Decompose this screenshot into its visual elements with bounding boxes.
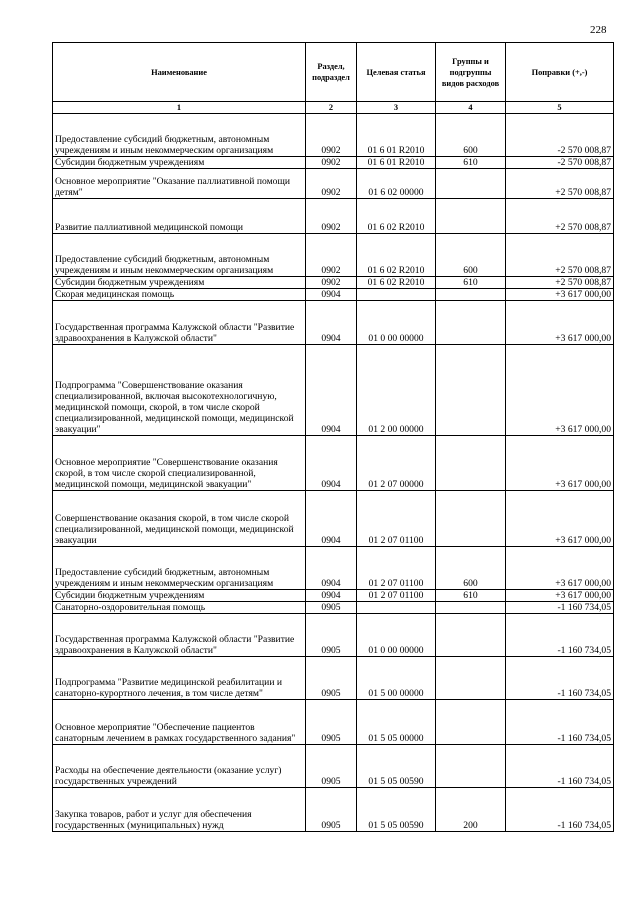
cell-target: 01 2 07 00000 — [357, 436, 436, 491]
cell-group: 600 — [436, 234, 506, 277]
cell-group — [436, 289, 506, 301]
table-row — [53, 157, 614, 169]
cell-amount: +2 570 008,87 — [506, 199, 614, 234]
column-number: 4 — [436, 102, 506, 114]
table-row — [53, 745, 614, 788]
cell-name: Совершенствование оказания скорой, в том числе скорой специализированной, медицинской помощи, медицинской эвакуации — [53, 491, 306, 547]
cell-target — [357, 289, 436, 301]
cell-group: 600 — [436, 114, 506, 157]
cell-target: 01 5 00 00000 — [357, 657, 436, 700]
cell-section: 0904 — [306, 436, 357, 491]
cell-name: Основное мероприятие "Обеспечение пациентов санаторным лечением в рамках государственного задания" — [53, 700, 306, 745]
cell-group — [436, 700, 506, 745]
cell-section: 0902 — [306, 234, 357, 277]
table-row — [53, 199, 614, 234]
cell-name: Государственная программа Калужской области "Развитие здравоохранения в Калужской области" — [53, 614, 306, 657]
cell-group — [436, 301, 506, 345]
cell-target: 01 5 05 00590 — [357, 745, 436, 788]
cell-section: 0905 — [306, 788, 357, 832]
cell-section: 0905 — [306, 745, 357, 788]
cell-group — [436, 199, 506, 234]
cell-group — [436, 745, 506, 788]
table-row — [53, 547, 614, 590]
cell-group — [436, 345, 506, 436]
cell-target: 01 2 07 01100 — [357, 547, 436, 590]
cell-target: 01 6 01 R2010 — [357, 157, 436, 169]
table-row — [53, 169, 614, 199]
cell-section: 0904 — [306, 289, 357, 301]
cell-section: 0904 — [306, 590, 357, 602]
cell-amount: -1 160 734,05 — [506, 614, 614, 657]
table-header-row — [53, 43, 614, 102]
cell-group: 610 — [436, 590, 506, 602]
table-row — [53, 614, 614, 657]
table-row — [53, 590, 614, 602]
cell-group — [436, 491, 506, 547]
cell-amount: -1 160 734,05 — [506, 657, 614, 700]
cell-amount: +3 617 000,00 — [506, 301, 614, 345]
cell-target: 01 2 07 01100 — [357, 491, 436, 547]
cell-target: 01 6 02 R2010 — [357, 234, 436, 277]
cell-name: Предоставление субсидий бюджетным, автономным учреждениям и иным некоммерческим организациям — [53, 234, 306, 277]
column-header-target: Целевая статья — [357, 43, 436, 102]
page-number: 228 — [590, 24, 607, 36]
cell-name: Основное мероприятие "Оказание паллиативной помощи детям" — [53, 169, 306, 199]
cell-amount: +2 570 008,87 — [506, 277, 614, 289]
cell-name: Развитие паллиативной медицинской помощи — [53, 199, 306, 234]
cell-amount: +2 570 008,87 — [506, 234, 614, 277]
cell-group — [436, 602, 506, 614]
cell-name: Подпрограмма "Совершенствование оказания специализированной, включая высокотехнологичную, медицинской помощи, скорой, в том числе скорой специализированной, медицинской помощи, медицинской эвакуации" — [53, 345, 306, 436]
table-row — [53, 788, 614, 832]
table-row — [53, 602, 614, 614]
column-header-section: Раздел, подраздел — [306, 43, 357, 102]
table-row — [53, 491, 614, 547]
cell-section: 0905 — [306, 614, 357, 657]
cell-section: 0904 — [306, 345, 357, 436]
table-row — [53, 301, 614, 345]
cell-section: 0902 — [306, 157, 357, 169]
cell-amount: +3 617 000,00 — [506, 547, 614, 590]
cell-target: 01 2 07 01100 — [357, 590, 436, 602]
cell-name: Государственная программа Калужской области "Развитие здравоохранения в Калужской области" — [53, 301, 306, 345]
cell-amount: -2 570 008,87 — [506, 114, 614, 157]
cell-section: 0904 — [306, 547, 357, 590]
cell-group: 200 — [436, 788, 506, 832]
cell-section: 0904 — [306, 301, 357, 345]
cell-amount: +3 617 000,00 — [506, 436, 614, 491]
table-row — [53, 114, 614, 157]
cell-name: Субсидии бюджетным учреждениям — [53, 277, 306, 289]
table-row — [53, 700, 614, 745]
cell-group: 600 — [436, 547, 506, 590]
cell-section: 0905 — [306, 657, 357, 700]
cell-target: 01 0 00 00000 — [357, 614, 436, 657]
column-header-group: Группы и подгруппы видов расходов — [436, 43, 506, 102]
cell-section: 0902 — [306, 277, 357, 289]
cell-amount: +2 570 008,87 — [506, 169, 614, 199]
cell-target: 01 0 00 00000 — [357, 301, 436, 345]
cell-name: Скорая медицинская помощь — [53, 289, 306, 301]
cell-group — [436, 614, 506, 657]
cell-amount: -1 160 734,05 — [506, 602, 614, 614]
budget-table — [52, 42, 614, 832]
cell-group — [436, 657, 506, 700]
column-header-name: Наименование — [53, 43, 306, 102]
cell-amount: +3 617 000,00 — [506, 590, 614, 602]
cell-amount: +3 617 000,00 — [506, 491, 614, 547]
cell-target: 01 6 02 R2010 — [357, 277, 436, 289]
cell-name: Субсидии бюджетным учреждениям — [53, 157, 306, 169]
cell-amount: -1 160 734,05 — [506, 700, 614, 745]
cell-target: 01 2 00 00000 — [357, 345, 436, 436]
cell-group: 610 — [436, 157, 506, 169]
cell-amount: +3 617 000,00 — [506, 345, 614, 436]
cell-section: 0902 — [306, 169, 357, 199]
cell-name: Санаторно-оздоровительная помощь — [53, 602, 306, 614]
cell-target: 01 5 05 00000 — [357, 700, 436, 745]
cell-section: 0902 — [306, 114, 357, 157]
table-row — [53, 345, 614, 436]
column-number-row — [53, 102, 614, 114]
cell-name: Основное мероприятие "Совершенствование оказания скорой, в том числе скорой специализированной, медицинской помощи, медицинской эвакуации" — [53, 436, 306, 491]
cell-group: 610 — [436, 277, 506, 289]
cell-section: 0905 — [306, 700, 357, 745]
cell-group — [436, 436, 506, 491]
column-number: 1 — [53, 102, 306, 114]
cell-name: Подпрограмма "Развитие медицинской реабилитации и санаторно-курортного лечения, в том числе детям" — [53, 657, 306, 700]
cell-target: 01 6 02 R2010 — [357, 199, 436, 234]
column-number: 2 — [306, 102, 357, 114]
cell-amount: -1 160 734,05 — [506, 745, 614, 788]
table-row — [53, 657, 614, 700]
cell-section: 0904 — [306, 491, 357, 547]
cell-amount: +3 617 000,00 — [506, 289, 614, 301]
cell-section: 0902 — [306, 199, 357, 234]
column-header-amount: Поправки (+,-) — [506, 43, 614, 102]
cell-section: 0905 — [306, 602, 357, 614]
column-number: 3 — [357, 102, 436, 114]
table-row — [53, 234, 614, 277]
cell-name: Закупка товаров, работ и услуг для обеспечения государственных (муниципальных) нужд — [53, 788, 306, 832]
cell-target: 01 5 05 00590 — [357, 788, 436, 832]
cell-name: Предоставление субсидий бюджетным, автономным учреждениям и иным некоммерческим организациям — [53, 547, 306, 590]
cell-target: 01 6 02 00000 — [357, 169, 436, 199]
cell-target: 01 6 01 R2010 — [357, 114, 436, 157]
column-number: 5 — [506, 102, 614, 114]
cell-name: Расходы на обеспечение деятельности (оказание услуг) государственных учреждений — [53, 745, 306, 788]
cell-name: Субсидии бюджетным учреждениям — [53, 590, 306, 602]
cell-name: Предоставление субсидий бюджетным, автономным учреждениям и иным некоммерческим организациям — [53, 114, 306, 157]
cell-amount: -2 570 008,87 — [506, 157, 614, 169]
cell-amount: -1 160 734,05 — [506, 788, 614, 832]
table-row — [53, 436, 614, 491]
table-row — [53, 289, 614, 301]
cell-target — [357, 602, 436, 614]
cell-group — [436, 169, 506, 199]
table-row — [53, 277, 614, 289]
